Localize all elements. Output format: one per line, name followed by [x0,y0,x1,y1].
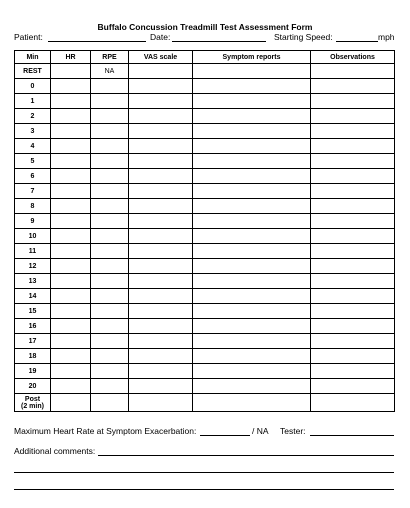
vas-cell[interactable] [129,184,193,199]
minute-label: 9 [15,214,51,229]
vas-cell[interactable] [129,214,193,229]
rpe-cell[interactable] [91,334,129,349]
vas-cell[interactable] [129,124,193,139]
symptoms-cell[interactable] [193,214,311,229]
observations-cell[interactable] [311,274,395,289]
hr-cell[interactable] [51,169,91,184]
observations-cell[interactable] [311,199,395,214]
hr-cell[interactable] [51,319,91,334]
table-row [15,364,395,379]
vas-cell[interactable] [129,64,193,79]
symptoms-cell[interactable] [193,169,311,184]
hr-cell[interactable] [51,334,91,349]
max-hr-label: Maximum Heart Rate at Symptom Exacerbation: [14,426,197,436]
symptoms-cell[interactable] [193,94,311,109]
vas-cell[interactable] [129,319,193,334]
minute-label: 16 [15,319,51,334]
symptoms-cell[interactable] [193,154,311,169]
post-label [15,394,51,412]
symptoms-cell[interactable] [193,109,311,124]
speed-unit: mph [378,32,395,42]
vas-cell[interactable] [129,334,193,349]
symptoms-cell[interactable] [193,334,311,349]
rpe-cell[interactable] [91,274,129,289]
table-row [15,229,395,244]
rpe-cell[interactable]: NA [91,64,129,79]
rpe-cell[interactable] [91,109,129,124]
minute-label: 11 [15,244,51,259]
vas-cell[interactable] [129,364,193,379]
hr-cell[interactable] [51,154,91,169]
na-label: / NA [252,426,269,436]
symptoms-cell[interactable] [193,289,311,304]
table-row [15,64,395,79]
rpe-cell[interactable] [91,124,129,139]
rpe-cell[interactable] [91,169,129,184]
minute-label: 15 [15,304,51,319]
symptoms-cell[interactable] [193,304,311,319]
table-row [15,214,395,229]
symptoms-cell[interactable] [193,199,311,214]
minute-label: 1 [15,94,51,109]
col-header-observations: Observations [311,51,395,64]
hr-cell[interactable] [51,109,91,124]
observations-cell[interactable] [311,64,395,79]
vas-cell[interactable] [129,349,193,364]
rpe-cell[interactable] [91,154,129,169]
minute-label: 3 [15,124,51,139]
rpe-cell[interactable] [91,349,129,364]
minute-label: REST [15,64,51,79]
symptoms-cell[interactable] [193,259,311,274]
table-row [15,289,395,304]
starting-speed-label: Starting Speed: [274,32,333,42]
table-row [15,379,395,394]
hr-cell[interactable] [51,349,91,364]
symptoms-cell[interactable] [193,64,311,79]
vas-cell[interactable] [129,94,193,109]
observations-cell[interactable] [311,154,395,169]
table-row-post [15,394,395,412]
vas-cell[interactable] [129,259,193,274]
rpe-cell[interactable] [91,229,129,244]
minute-label: 5 [15,154,51,169]
comments-line-1[interactable] [98,455,394,456]
hr-cell[interactable] [51,64,91,79]
date-field[interactable] [172,32,266,42]
symptoms-cell[interactable] [193,274,311,289]
table-row [15,124,395,139]
hr-cell[interactable] [51,199,91,214]
rpe-cell[interactable] [91,304,129,319]
table-row [15,259,395,274]
comments-label: Additional comments: [14,446,96,456]
symptoms-cell[interactable] [193,319,311,334]
observations-cell[interactable] [311,394,395,412]
tester-label: Tester: [280,426,306,436]
observations-cell[interactable] [311,184,395,199]
observations-cell[interactable] [311,289,395,304]
observations-cell[interactable] [311,244,395,259]
observations-cell[interactable] [311,94,395,109]
hr-cell[interactable] [51,139,91,154]
table-row [15,199,395,214]
table-row [15,139,395,154]
rpe-cell[interactable] [91,394,129,412]
hr-cell[interactable] [51,364,91,379]
observations-cell[interactable] [311,169,395,184]
minute-label: 8 [15,199,51,214]
rpe-cell[interactable] [91,139,129,154]
table-row [15,334,395,349]
rpe-cell[interactable] [91,199,129,214]
minute-label: 19 [15,364,51,379]
post-label-line1: Post [24,395,41,403]
symptoms-cell[interactable] [193,364,311,379]
hr-cell[interactable] [51,289,91,304]
hr-cell[interactable] [51,259,91,274]
table-row [15,274,395,289]
table-row [15,304,395,319]
vas-cell[interactable] [129,109,193,124]
observations-cell[interactable] [311,319,395,334]
minute-label: 7 [15,184,51,199]
vas-cell[interactable] [129,274,193,289]
date-label: Date: [150,32,171,42]
hr-cell[interactable] [51,214,91,229]
table-row [15,169,395,184]
hr-cell[interactable] [51,394,91,412]
max-hr-field[interactable] [200,435,250,436]
minute-label: 2 [15,109,51,124]
patient-label: Patient: [14,32,43,42]
observations-cell[interactable] [311,259,395,274]
rpe-cell[interactable] [91,364,129,379]
hr-cell[interactable] [51,124,91,139]
rpe-cell[interactable] [91,94,129,109]
hr-cell[interactable] [51,229,91,244]
symptoms-cell[interactable] [193,349,311,364]
observations-cell[interactable] [311,349,395,364]
vas-cell[interactable] [129,154,193,169]
hr-cell[interactable] [51,244,91,259]
assessment-table [14,50,395,412]
max-hr-row [14,426,196,436]
col-header-rpe: RPE [91,51,129,64]
symptoms-cell[interactable] [193,394,311,412]
vas-cell[interactable] [129,79,193,94]
vas-cell[interactable] [129,229,193,244]
form-title: Buffalo Concussion Treadmill Test Assessment Form [97,22,313,32]
symptoms-cell[interactable] [193,79,311,94]
symptoms-cell[interactable] [193,184,311,199]
table-row [15,319,395,334]
minute-label: 17 [15,334,51,349]
vas-cell[interactable] [129,139,193,154]
minute-label: 6 [15,169,51,184]
table-row [15,109,395,124]
vas-cell[interactable] [129,244,193,259]
vas-cell[interactable] [129,199,193,214]
hr-cell[interactable] [51,184,91,199]
table-row [15,349,395,364]
hr-cell[interactable] [51,304,91,319]
col-header-vas: VAS scale [129,51,193,64]
patient-field[interactable] [48,32,146,42]
observations-cell[interactable] [311,364,395,379]
tester-field[interactable] [310,435,394,436]
symptoms-cell[interactable] [193,244,311,259]
minute-label: 10 [15,229,51,244]
symptoms-cell[interactable] [193,379,311,394]
observations-cell[interactable] [311,139,395,154]
rpe-cell[interactable] [91,244,129,259]
observations-cell[interactable] [311,214,395,229]
observations-cell[interactable] [311,304,395,319]
post-label-line2: (2 min) [21,402,44,410]
rpe-cell[interactable] [91,289,129,304]
observations-cell[interactable] [311,109,395,124]
vas-cell[interactable] [129,394,193,412]
rpe-cell[interactable] [91,379,129,394]
header-fields [14,32,394,44]
minute-label: 4 [15,139,51,154]
minute-label: 14 [15,289,51,304]
symptoms-cell[interactable] [193,139,311,154]
observations-cell[interactable] [311,79,395,94]
table-row [15,244,395,259]
rpe-cell[interactable] [91,319,129,334]
rpe-cell[interactable] [91,184,129,199]
rpe-cell[interactable] [91,259,129,274]
observations-cell[interactable] [311,379,395,394]
observations-cell[interactable] [311,229,395,244]
comments-line-2[interactable] [14,472,394,473]
minute-label: 12 [15,259,51,274]
minute-label: 18 [15,349,51,364]
table-row [15,79,395,94]
table-header-row [15,51,395,64]
starting-speed-field[interactable] [336,32,378,42]
hr-cell[interactable] [51,379,91,394]
vas-cell[interactable] [129,169,193,184]
symptoms-cell[interactable] [193,229,311,244]
rpe-cell[interactable] [91,79,129,94]
observations-cell[interactable] [311,124,395,139]
vas-cell[interactable] [129,304,193,319]
observations-cell[interactable] [311,334,395,349]
rpe-cell[interactable] [91,214,129,229]
vas-cell[interactable] [129,379,193,394]
minute-label: 0 [15,79,51,94]
table-row [15,94,395,109]
hr-cell[interactable] [51,274,91,289]
minute-label: 20 [15,379,51,394]
col-header-hr: HR [51,51,91,64]
vas-cell[interactable] [129,289,193,304]
col-header-symptoms: Symptom reports [193,51,311,64]
table-row [15,154,395,169]
hr-cell[interactable] [51,94,91,109]
col-header-min: Min [15,51,51,64]
symptoms-cell[interactable] [193,124,311,139]
comments-line-3[interactable] [14,489,394,490]
minute-label: 13 [15,274,51,289]
table-row [15,184,395,199]
hr-cell[interactable] [51,79,91,94]
